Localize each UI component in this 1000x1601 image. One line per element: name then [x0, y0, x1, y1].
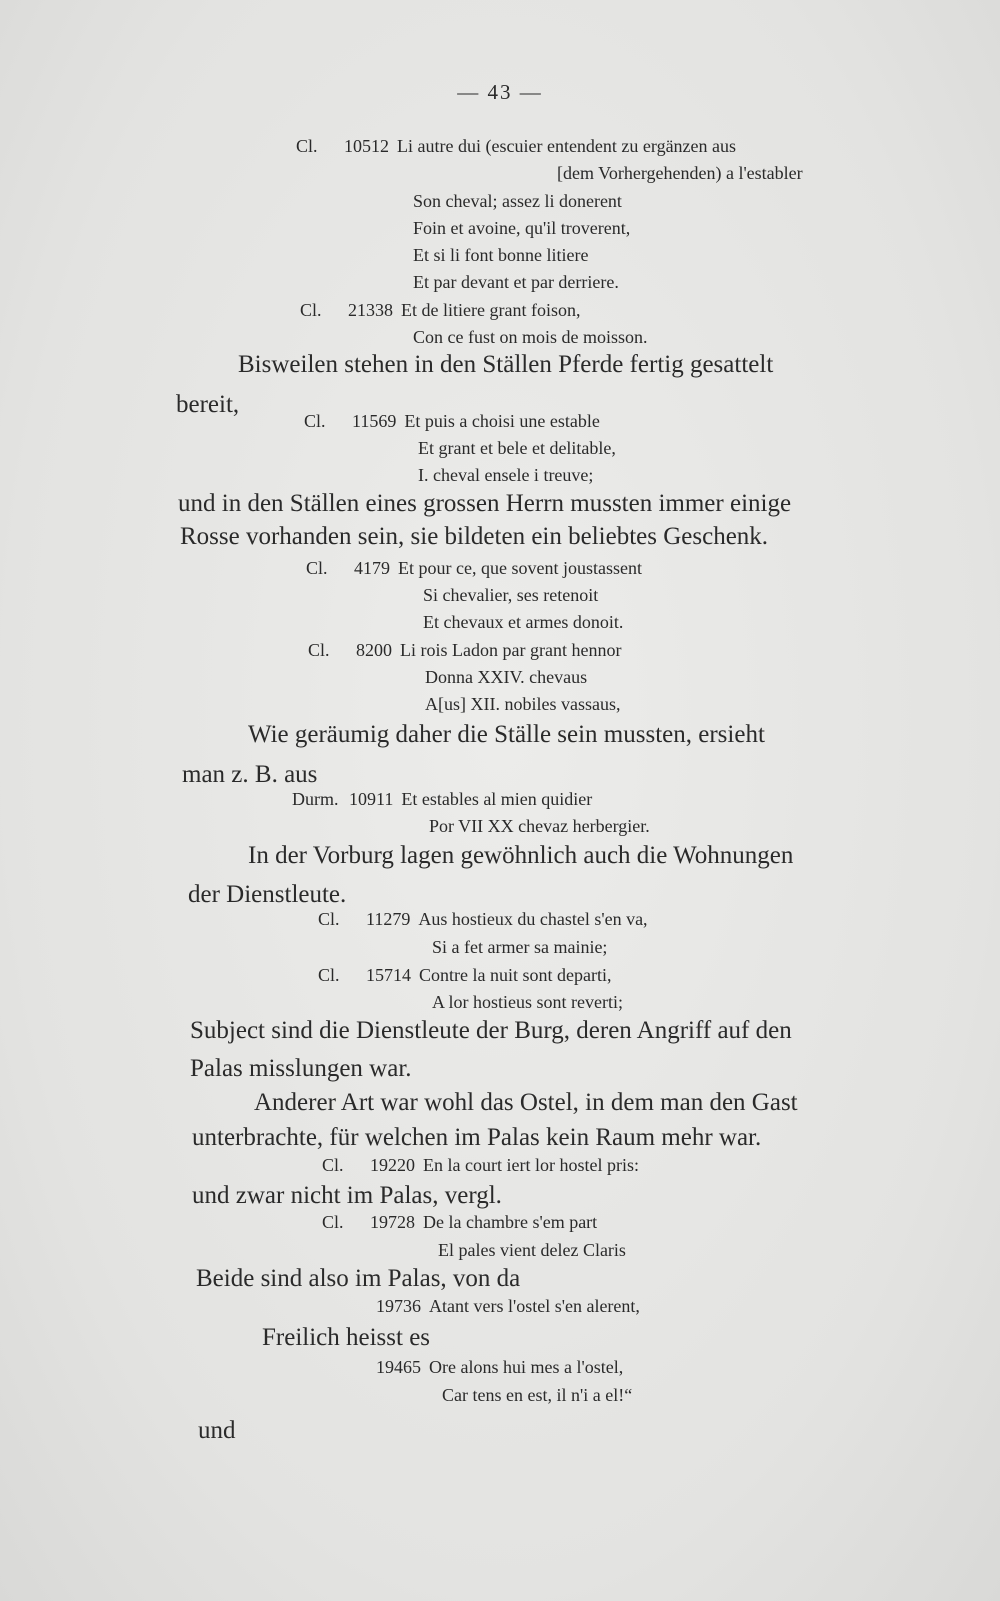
- verse-number: 15714: [366, 965, 412, 985]
- quote-text: Aus hostieux du chastel s'en va,: [418, 909, 648, 929]
- prose-line: der Dienstleute.: [188, 881, 347, 908]
- quote-line: Et chevaux et armes donoit.: [423, 612, 624, 632]
- quote-line: [306, 559, 642, 577]
- quote-line: [376, 1358, 623, 1376]
- citation-source: Cl.: [318, 909, 340, 929]
- quote-line: Si a fet armer sa mainie;: [432, 937, 608, 957]
- quote-text: Contre la nuit sont departi,: [419, 965, 612, 985]
- verse-number: 19728: [370, 1212, 416, 1232]
- quote-text: Et de litiere grant foison,: [401, 300, 581, 320]
- verse-number: 4179: [354, 558, 391, 578]
- citation-source: Cl.: [306, 558, 328, 578]
- prose-line: Anderer Art war wohl das Ostel, in dem man den Gast: [254, 1089, 798, 1116]
- prose-line: bereit,: [176, 391, 240, 418]
- page-number: — 43 —: [457, 80, 543, 104]
- citation-source: Durm.: [292, 789, 339, 809]
- quote-line: Et grant et bele et delitable,: [418, 438, 616, 458]
- verse-number: 19220: [370, 1155, 416, 1175]
- prose-line: man z. B. aus: [182, 761, 318, 788]
- prose-line: Rosse vorhanden sein, sie bildeten ein beliebtes Geschenk.: [180, 523, 769, 550]
- quote-line: Donna XXIV. chevaus: [425, 667, 588, 687]
- verse-number: 10512: [344, 136, 390, 156]
- quote-line: El pales vient delez Claris: [438, 1240, 626, 1260]
- quote-line: Son cheval; assez li donerent: [413, 191, 622, 211]
- quote-line: [304, 412, 600, 430]
- quote-line: Con ce fust on mois de moisson.: [413, 327, 648, 347]
- verse-number: 21338: [348, 300, 394, 320]
- quote-line: Foin et avoine, qu'il troverent,: [413, 218, 631, 238]
- prose-line: und in den Ställen eines grossen Herrn mussten immer einige: [178, 490, 792, 517]
- quote-line: [318, 966, 611, 984]
- quote-line: Et par devant et par derriere.: [413, 272, 619, 292]
- quote-line: [322, 1213, 597, 1231]
- prose-line: Bisweilen stehen in den Ställen Pferde fertig gesattelt: [238, 351, 774, 378]
- quote-line: Si chevalier, ses retenoit: [423, 585, 599, 605]
- quote-line: A[us] XII. nobiles vassaus,: [425, 694, 621, 714]
- quote-line: [296, 137, 736, 155]
- quote-text: Li autre dui (escuier entendent zu ergänzen aus: [397, 136, 737, 156]
- quote-line: Car tens en est, il n'i a el!“: [442, 1385, 633, 1405]
- quote-line: [dem Vorhergehenden) a l'establer: [557, 163, 803, 183]
- citation-source: Cl.: [308, 640, 330, 660]
- verse-number: 11279: [366, 909, 411, 929]
- citation-source: Cl.: [322, 1155, 344, 1175]
- prose-line: In der Vorburg lagen gewöhnlich auch die Wohnungen: [248, 842, 794, 869]
- verse-number: 19736: [376, 1296, 421, 1316]
- quote-line: I. cheval ensele i treuve;: [418, 465, 594, 485]
- quote-text: Et puis a choisi une estable: [404, 411, 600, 431]
- quote-line: A lor hostieus sont reverti;: [432, 992, 623, 1012]
- quote-line: [308, 641, 621, 659]
- quote-text: Et estables al mien quidier: [401, 789, 593, 809]
- quote-line: [300, 301, 580, 319]
- prose-line: unterbrachte, für welchen im Palas kein Raum mehr war.: [192, 1124, 762, 1151]
- quote-line: [318, 910, 648, 928]
- quote-line: Et si li font bonne litiere: [413, 245, 589, 265]
- quote-line: Por VII XX chevaz herbergier.: [429, 816, 650, 836]
- prose-line: Freilich heisst es: [262, 1324, 431, 1351]
- prose-line: Palas misslungen war.: [190, 1055, 412, 1082]
- quote-text: Li rois Ladon par grant hennor: [400, 640, 622, 660]
- quote-line: [322, 1156, 639, 1174]
- citation-source: Cl.: [304, 411, 326, 431]
- verse-number: 11569: [352, 411, 397, 431]
- quote-text: Ore alons hui mes a l'ostel,: [429, 1357, 624, 1377]
- quote-text: En la court iert lor hostel pris:: [423, 1155, 639, 1175]
- verse-number: 19465: [376, 1357, 421, 1377]
- prose-line: Beide sind also im Palas, von da: [196, 1265, 521, 1292]
- citation-source: Cl.: [318, 965, 340, 985]
- verse-number: 10911: [349, 789, 394, 809]
- quote-line: [376, 1297, 640, 1315]
- quote-text: Atant vers l'ostel s'en alerent,: [429, 1296, 640, 1316]
- prose-line: und zwar nicht im Palas, vergl.: [192, 1182, 502, 1209]
- quote-text: Et pour ce, que sovent joustassent: [398, 558, 642, 578]
- citation-source: Cl.: [322, 1212, 344, 1232]
- citation-source: Cl.: [296, 136, 318, 156]
- verse-number: 8200: [356, 640, 393, 660]
- quote-text: De la chambre s'em part: [423, 1212, 598, 1232]
- prose-line: Subject sind die Dienstleute der Burg, deren Angriff auf den: [190, 1017, 792, 1044]
- prose-line: Wie geräumig daher die Ställe sein mussten, ersieht: [248, 721, 765, 748]
- citation-source: Cl.: [300, 300, 322, 320]
- prose-line: und: [198, 1417, 236, 1444]
- quote-line: [292, 790, 592, 808]
